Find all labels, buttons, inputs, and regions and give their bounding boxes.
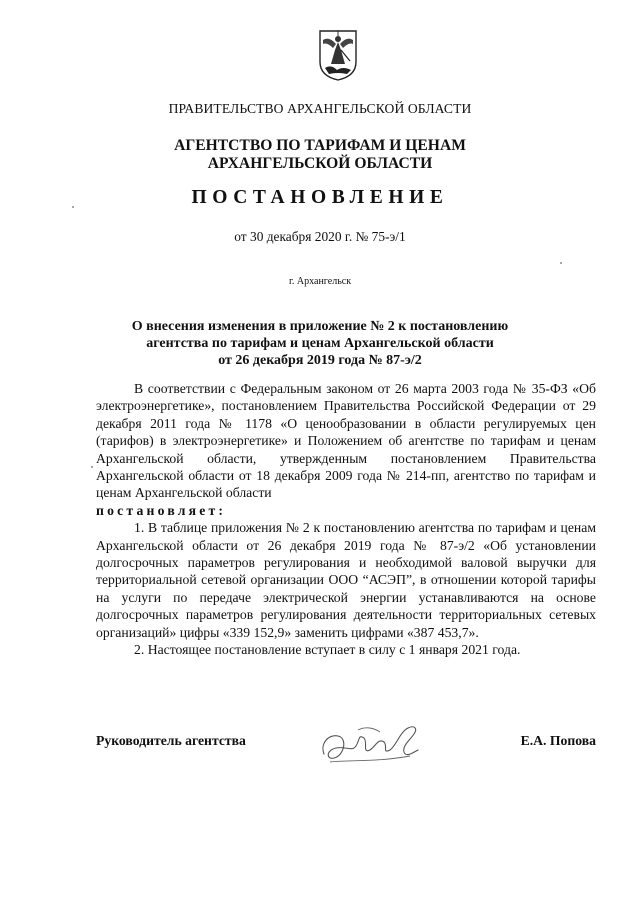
signatory-position: Руководитель агентства	[96, 733, 246, 748]
scan-speck	[560, 262, 562, 264]
document-type: ПОСТАНОВЛЕНИЕ	[191, 187, 449, 208]
item-2-paragraph: 2. Настоящее постановление вступает в силу с 1 января 2021 года.	[134, 642, 521, 658]
subject-line-3: от 26 декабря 2019 года № 87-э/2	[218, 353, 422, 368]
signatory-name: Е.А. Попова	[520, 733, 596, 748]
scan-speck	[91, 466, 93, 468]
item-1-paragraph: 1. В таблице приложения № 2 к постановлению агентства по тарифам и ценам Архангельской области от 26 декабря 2019 года № 87-э/2 «Об установлении долгосрочных параметров регулирования и необходимой валовой выручки для территориальной сетевой организации ООО “АСЭП”, в отношении которой тарифы на услуги по передаче электрической энергии устанавливаются на основе долгосрочных параметров регулирования деятельности территориальных сетевых организаций» цифры «339 152,9» заменить цифрами «387 453,7».	[96, 520, 596, 640]
subject-line-1: О внесения изменения в приложение № 2 к постановлению	[131, 319, 509, 334]
agency-name-line-2: АРХАНГЕЛЬСКОЙ ОБЛАСТИ	[207, 155, 433, 172]
agency-name	[0, 137, 640, 173]
document-body	[96, 380, 596, 659]
handwritten-signature	[318, 716, 426, 772]
scan-speck	[72, 206, 74, 208]
resolves-paragraph	[96, 502, 596, 519]
preamble-paragraph: В соответствии с Федеральным законом от 26 марта 2003 года № 35-ФЗ «Об электроэнергетике», постановлением Правительства Российской Федерации от 29 декабря 2011 года № 1178 «О ценообразовании в области регулируемых цен (тарифов) в электроэнергетике» и Положением об агентстве по тарифам и ценам Архангельской области, утвержденным постановлением Правительства Архангельской области от 18 декабря 2009 года № 214-пп, агентство по тарифам и ценам Архангельской области	[96, 381, 596, 501]
government-name: ПРАВИТЕЛЬСТВО АРХАНГЕЛЬСКОЙ ОБЛАСТИ	[168, 101, 472, 116]
document-subject	[0, 318, 640, 369]
coat-of-arms-icon	[317, 28, 359, 82]
document-date-number: от 30 декабря 2020 г. № 75-э/1	[234, 229, 406, 244]
agency-name-line-1: АГЕНТСТВО ПО ТАРИФАМ И ЦЕНАМ	[174, 137, 466, 154]
subject-line-2: агентства по тарифам и ценам Архангельской области	[146, 336, 494, 351]
resolves-word: постановляет:	[96, 502, 227, 518]
document-city: г. Архангельск	[288, 276, 352, 287]
